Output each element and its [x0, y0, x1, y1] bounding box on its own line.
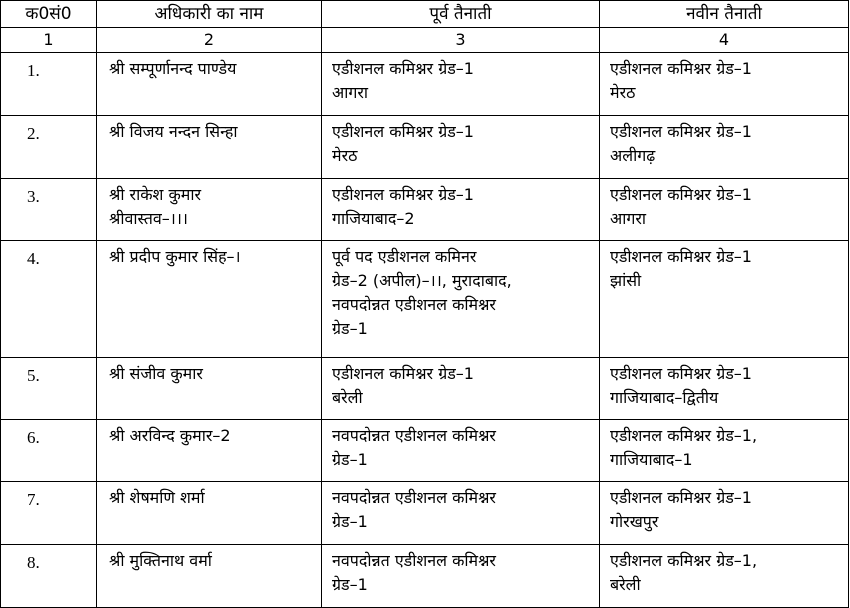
serial-number: 7. [1, 482, 97, 545]
previous-posting [322, 53, 600, 116]
previous-posting [322, 358, 600, 420]
header-officer-name: अधिकारी का नाम [97, 1, 322, 28]
officer-name [97, 420, 322, 482]
table-row [1, 482, 849, 545]
previous-posting [322, 545, 600, 608]
officer-name-line: श्री संजीव कुमार [109, 364, 203, 383]
table-header-row [1, 1, 849, 28]
new-posting-line: एडीशनल कमिश्नर ग्रेड–1 [610, 185, 752, 204]
header-new-posting: नवीन तैनाती [600, 1, 849, 28]
previous-posting-line: आगरा [332, 83, 369, 102]
previous-posting-line: नवपदोन्नत एडीशनल कमिश्नर [332, 295, 496, 314]
column-number-row [1, 28, 849, 53]
officer-name [97, 241, 322, 358]
new-posting-line: अलीगढ़ [610, 146, 656, 165]
column-number: 2 [97, 28, 322, 53]
column-number: 1 [1, 28, 97, 53]
new-posting [600, 179, 849, 241]
table-row [1, 358, 849, 420]
serial-number: 8. [1, 545, 97, 608]
previous-posting [322, 241, 600, 358]
new-posting-line: एडीशनल कमिश्नर ग्रेड–1 [610, 122, 752, 141]
officer-name-line: श्री अरविन्द कुमार–2 [109, 426, 231, 445]
previous-posting-line: ग्रेड–1 [332, 512, 368, 531]
table-row [1, 53, 849, 116]
officer-name [97, 358, 322, 420]
officer-name [97, 545, 322, 608]
header-previous-posting: पूर्व तैनाती [322, 1, 600, 28]
table-row [1, 241, 849, 358]
table-row [1, 545, 849, 608]
new-posting [600, 545, 849, 608]
serial-number: 3. [1, 179, 97, 241]
previous-posting-line: मेरठ [332, 146, 358, 165]
serial-number: 2. [1, 116, 97, 179]
new-posting-line: बरेली [610, 575, 641, 594]
previous-posting-line: एडीशनल कमिश्नर ग्रेड–1 [332, 59, 474, 78]
previous-posting-line: बरेली [332, 388, 363, 407]
new-posting-line: एडीशनल कमिश्नर ग्रेड–1 [610, 364, 752, 383]
previous-posting [322, 420, 600, 482]
new-posting-line: आगरा [610, 209, 647, 228]
officer-name-line: श्री मुक्तिनाथ वर्मा [109, 551, 212, 570]
new-posting [600, 420, 849, 482]
officer-name [97, 53, 322, 116]
new-posting [600, 53, 849, 116]
previous-posting [322, 482, 600, 545]
new-posting [600, 241, 849, 358]
officer-name [97, 179, 322, 241]
column-number: 4 [600, 28, 849, 53]
table-row [1, 116, 849, 179]
previous-posting [322, 179, 600, 241]
new-posting-line: एडीशनल कमिश्नर ग्रेड–1 [610, 247, 752, 266]
serial-number: 4. [1, 241, 97, 358]
serial-number: 5. [1, 358, 97, 420]
officer-name-line: श्री शेषमणि शर्मा [109, 488, 205, 507]
new-posting-line: एडीशनल कमिश्नर ग्रेड–1, [610, 426, 758, 445]
new-posting [600, 482, 849, 545]
officer-name-line: श्री राकेश कुमार [109, 185, 202, 204]
officer-name-line: श्री प्रदीप कुमार सिंह–। [109, 247, 241, 266]
column-number: 3 [322, 28, 600, 53]
header-serial-number: क0सं0 [1, 1, 97, 28]
new-posting-line: एडीशनल कमिश्नर ग्रेड–1 [610, 488, 752, 507]
serial-number: 1. [1, 53, 97, 116]
previous-posting-line: गाजियाबाद–2 [332, 209, 415, 228]
new-posting-line: मेरठ [610, 83, 636, 102]
new-posting-line: गाजियाबाद–द्वितीय [610, 388, 719, 407]
previous-posting-line: एडीशनल कमिश्नर ग्रेड–1 [332, 122, 474, 141]
previous-posting-line: ग्रेड–1 [332, 319, 368, 338]
officer-name-line: श्री विजय नन्दन सिन्हा [109, 122, 238, 141]
new-posting [600, 358, 849, 420]
previous-posting [322, 116, 600, 179]
previous-posting-line: नवपदोन्नत एडीशनल कमिश्नर [332, 426, 496, 445]
previous-posting-line: ग्रेड–2 (अपील)–।।, मुरादाबाद, [332, 271, 512, 290]
previous-posting-line: ग्रेड–1 [332, 575, 368, 594]
officer-name-line: श्री सम्पूर्णानन्द पाण्डेय [109, 59, 237, 78]
officer-name [97, 116, 322, 179]
previous-posting-line: एडीशनल कमिश्नर ग्रेड–1 [332, 185, 474, 204]
officer-name [97, 482, 322, 545]
previous-posting-line: पूर्व पद एडीशनल कमिनर [332, 247, 477, 266]
previous-posting-line: नवपदोन्नत एडीशनल कमिश्नर [332, 551, 496, 570]
new-posting-line: झांसी [610, 271, 642, 290]
previous-posting-line: एडीशनल कमिश्नर ग्रेड–1 [332, 364, 474, 383]
officer-name-line: श्रीवास्तव–।।। [109, 209, 188, 228]
table-row [1, 179, 849, 241]
new-posting-line: एडीशनल कमिश्नर ग्रेड–1, [610, 551, 758, 570]
previous-posting-line: नवपदोन्नत एडीशनल कमिश्नर [332, 488, 496, 507]
previous-posting-line: ग्रेड–1 [332, 450, 368, 469]
new-posting-line: एडीशनल कमिश्नर ग्रेड–1 [610, 59, 752, 78]
table-row [1, 420, 849, 482]
new-posting-line: गोरखपुर [610, 512, 659, 531]
new-posting [600, 116, 849, 179]
new-posting-line: गाजियाबाद–1 [610, 450, 693, 469]
serial-number: 6. [1, 420, 97, 482]
